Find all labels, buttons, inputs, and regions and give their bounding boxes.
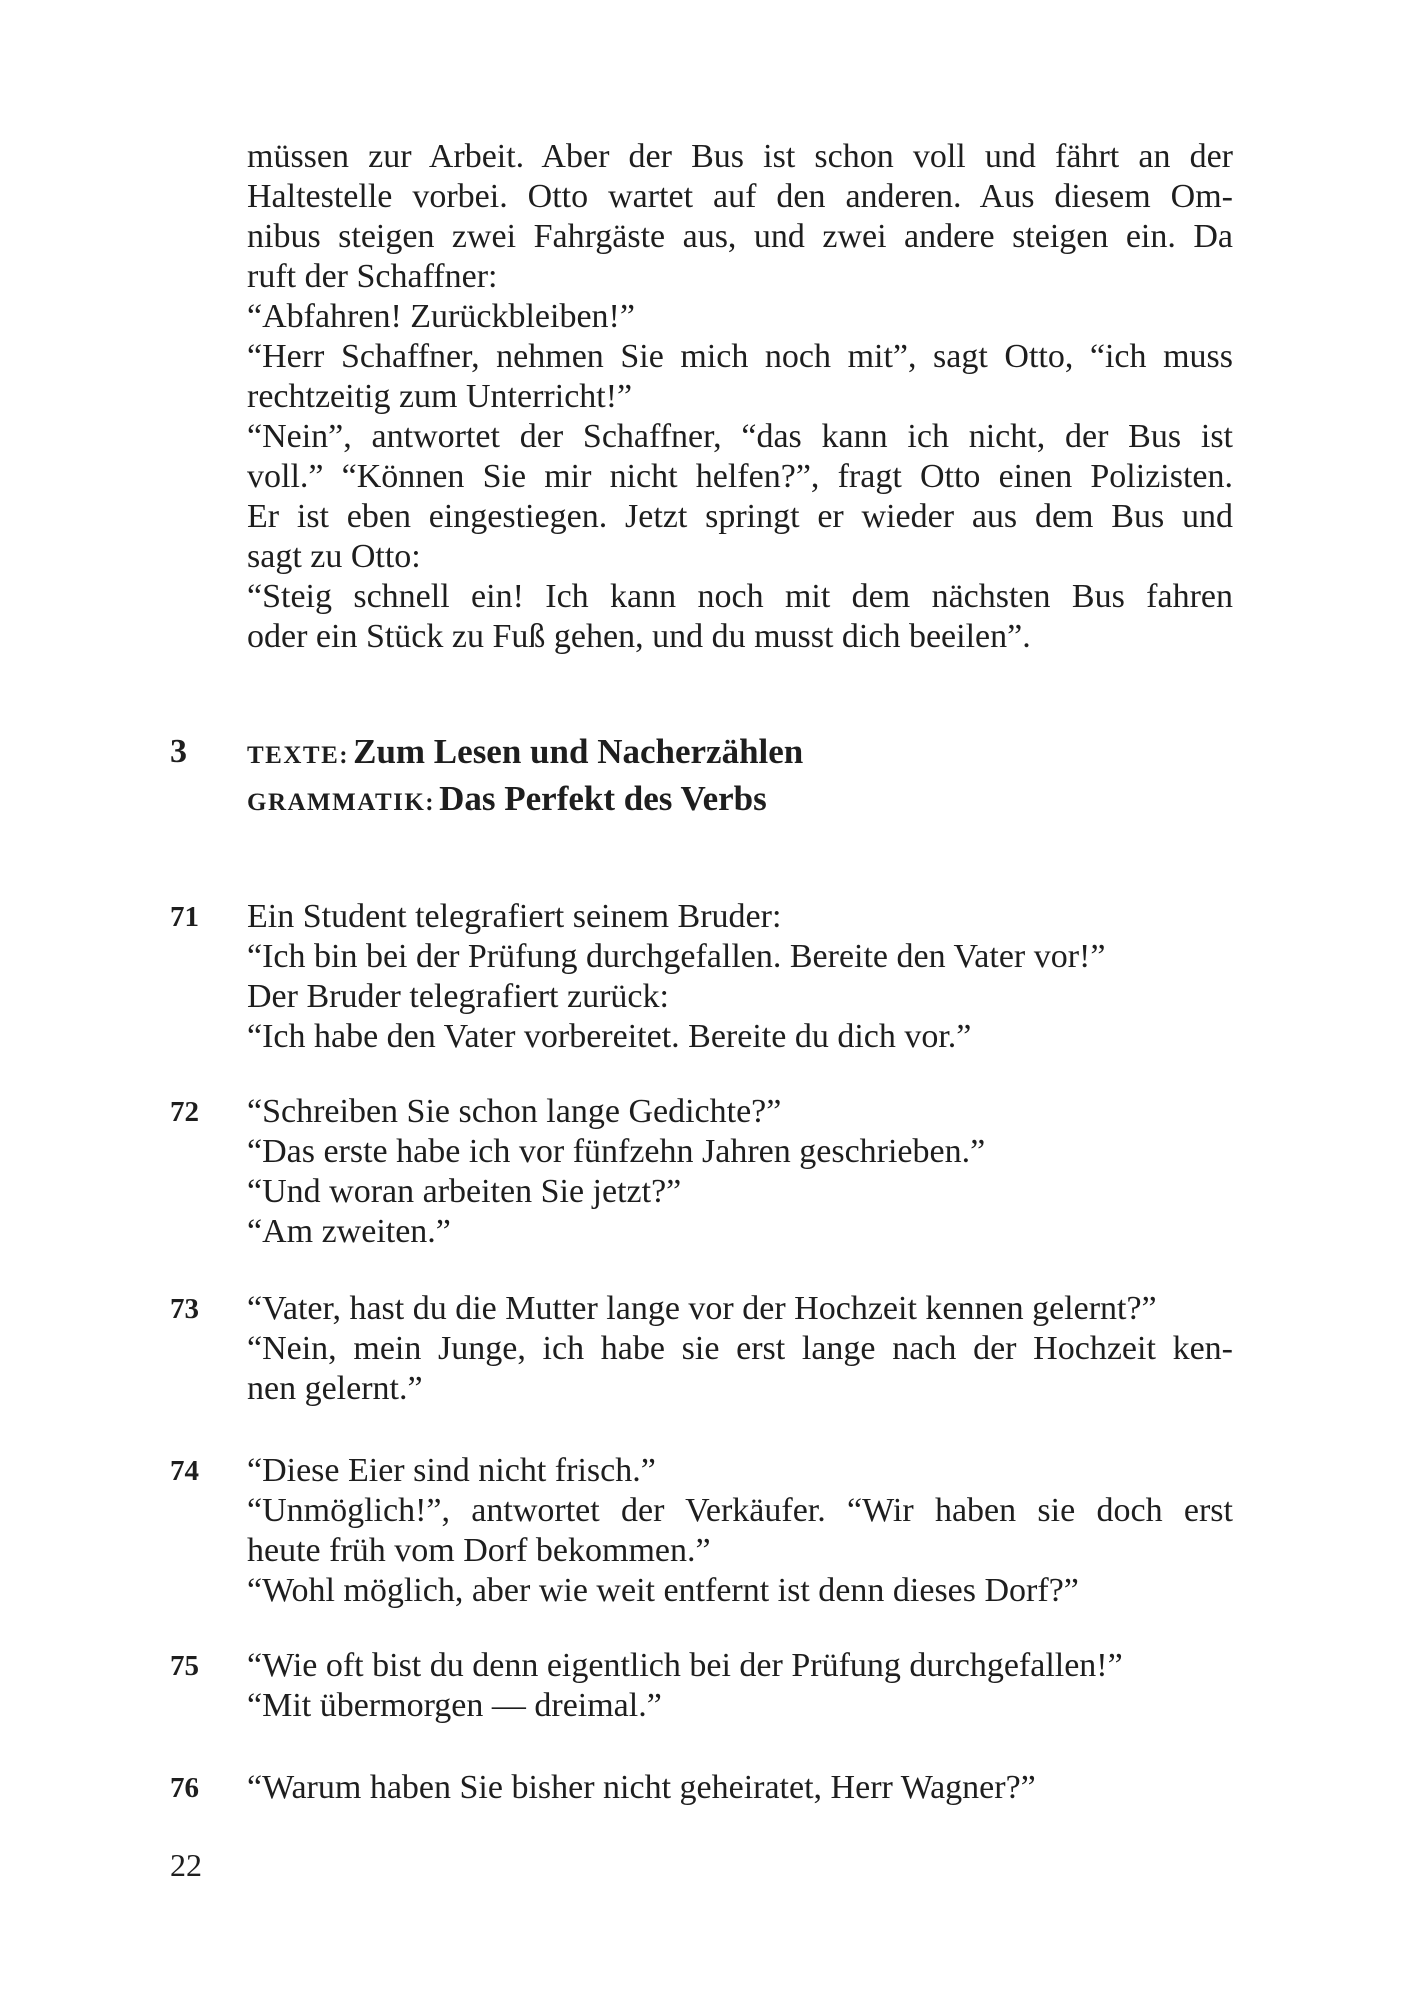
paragraph-line: voll.” “Können Sie mir nicht helfen?”, fragt Otto einen Polizisten.: [247, 458, 1233, 495]
entry-line: “Diese Eier sind nicht frisch.”: [247, 1452, 656, 1489]
paragraph-line: rechtzeitig zum Unterricht!”: [247, 378, 633, 415]
entry-text: [247, 897, 1233, 1057]
entry-line: “Schreiben Sie schon lange Gedichte?”: [247, 1093, 782, 1130]
chapter-grammatik-line: [247, 779, 803, 826]
grammatik-label: GRAMMATIK:: [247, 789, 436, 816]
texte-label: TEXTE:: [247, 742, 350, 769]
entry-line: “Und woran arbeiten Sie jetzt?”: [247, 1173, 682, 1210]
entry-number: 71: [170, 901, 199, 933]
entry-number: 73: [170, 1293, 199, 1325]
entry-line: “Das erste habe ich vor fünfzehn Jahren geschrieben.”: [247, 1133, 986, 1170]
entry-line: “Wohl möglich, aber wie weit entfernt ist denn dieses Dorf?”: [247, 1572, 1079, 1609]
paragraph-line: “Abfahren! Zurückbleiben!”: [247, 298, 635, 335]
entry-line: “Am zweiten.”: [247, 1213, 451, 1250]
continuation-paragraph: [247, 137, 1233, 657]
chapter-texte-line: [247, 732, 803, 779]
entry-text: [247, 1768, 1233, 1808]
entry-number: 76: [170, 1772, 199, 1804]
paragraph-line: “Nein”, antwortet der Schaffner, “das kann ich nicht, der Bus ist: [247, 418, 1233, 455]
paragraph-line: müssen zur Arbeit. Aber der Bus ist schon voll und fährt an der: [247, 138, 1233, 175]
entry-line: Ein Student telegrafiert seinem Bruder:: [247, 898, 782, 935]
entry-text: [247, 1646, 1233, 1726]
entry-line: “Wie oft bist du denn eigentlich bei der Prüfung durchgefallen!”: [247, 1647, 1123, 1684]
entry-line: “Unmöglich!”, antwortet der Verkäufer. “Wir haben sie doch erst: [247, 1492, 1233, 1529]
paragraph-line: “Herr Schaffner, nehmen Sie mich noch mit”, sagt Otto, “ich muss: [247, 338, 1233, 375]
paragraph-line: nibus steigen zwei Fahrgäste aus, und zwei andere steigen ein. Da: [247, 218, 1233, 255]
entry-text: [247, 1289, 1233, 1409]
entry-line: heute früh vom Dorf bekommen.”: [247, 1532, 711, 1569]
entry-line: “Ich habe den Vater vorbereitet. Bereite du dich vor.”: [247, 1018, 972, 1055]
paragraph-line: oder ein Stück zu Fuß gehen, und du musst dich beeilen”.: [247, 618, 1031, 655]
chapter-number: 3: [170, 733, 187, 770]
paragraph-line: sagt zu Otto:: [247, 538, 421, 575]
entry-line: “Nein, mein Junge, ich habe sie erst lange nach der Hochzeit ken-: [247, 1330, 1233, 1367]
chapter-titles: [247, 732, 803, 826]
entry-number: 75: [170, 1650, 199, 1682]
entry-number: 74: [170, 1455, 199, 1487]
entry-line: “Mit übermorgen — dreimal.”: [247, 1687, 662, 1724]
entry-number: 72: [170, 1096, 199, 1128]
texte-title: Zum Lesen und Nacherzählen: [353, 732, 804, 771]
paragraph-line: “Steig schnell ein! Ich kann noch mit dem nächsten Bus fahren: [247, 578, 1233, 615]
entry-line: “Vater, hast du die Mutter lange vor der Hochzeit kennen gelernt?”: [247, 1290, 1157, 1327]
entry-line: “Ich bin bei der Prüfung durchgefallen. Bereite den Vater vor!”: [247, 938, 1106, 975]
paragraph-line: Er ist eben eingestiegen. Jetzt springt er wieder aus dem Bus und: [247, 498, 1233, 535]
page-number: 22: [170, 1847, 202, 1883]
entry-line: “Warum haben Sie bisher nicht geheiratet, Herr Wagner?”: [247, 1769, 1036, 1806]
entry-text: [247, 1451, 1233, 1611]
paragraph-line: Haltestelle vorbei. Otto wartet auf den anderen. Aus diesem Om-: [247, 178, 1233, 215]
entry-line: Der Bruder telegrafiert zurück:: [247, 978, 669, 1015]
entry-line: nen gelernt.”: [247, 1370, 423, 1407]
grammatik-title: Das Perfekt des Verbs: [439, 779, 767, 818]
paragraph-line: ruft der Schaffner:: [247, 258, 498, 295]
entry-text: [247, 1092, 1233, 1252]
